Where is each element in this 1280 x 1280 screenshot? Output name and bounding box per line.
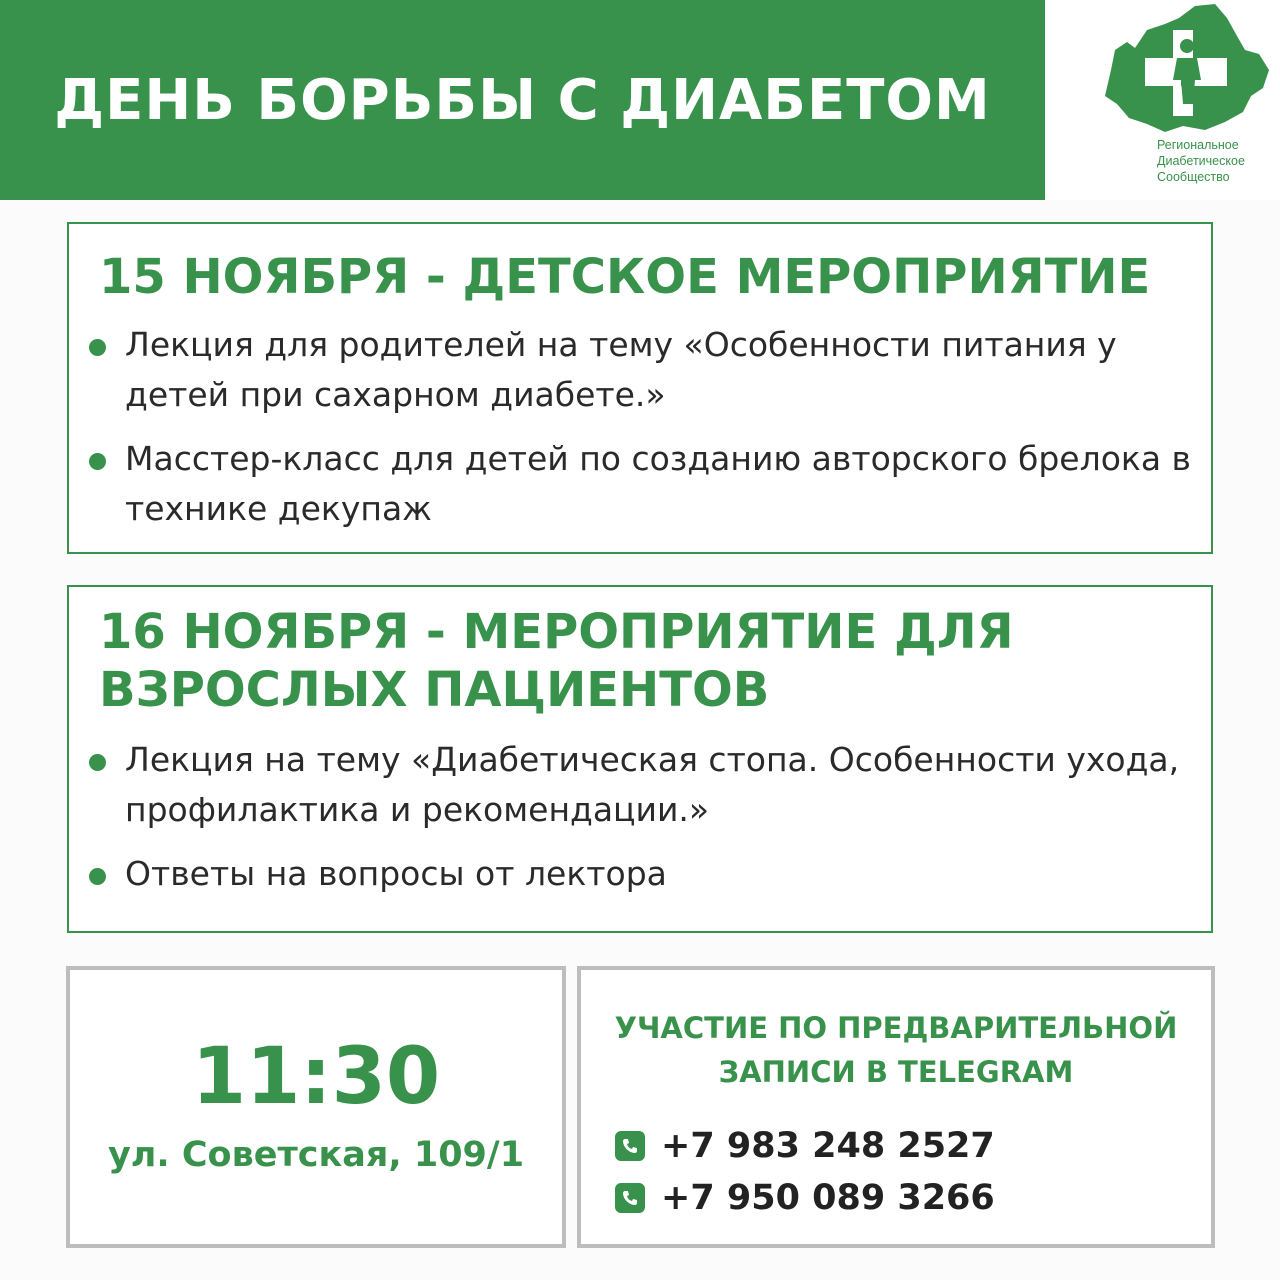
- list-item-text: Лекция для родителей на тему «Особенности питания у детей при сахарном диабете.»: [125, 325, 1117, 414]
- event-title: 16 НОЯБРЯ - МЕРОПРИЯТИЕ ДЛЯ ВЗРОСЛЫХ ПАЦИЕНТОВ: [99, 604, 1014, 718]
- list-item-text: Лекция на тему «Диабетическая стопа. Особенности ухода, профилактика и рекомендации.»: [125, 740, 1180, 829]
- phone-icon: [615, 1183, 645, 1213]
- bullet-dot-icon: [89, 453, 106, 470]
- registration-note: [581, 1006, 1211, 1094]
- header-banner: [0, 0, 1045, 200]
- logo-text: [1157, 137, 1245, 185]
- list-item-text: Масстер-класс для детей по созданию авторского брелока в технике декупаж: [125, 439, 1191, 528]
- phone-contact[interactable]: [615, 1178, 995, 1218]
- event-address: ул. Советская, 109/1: [107, 1135, 525, 1175]
- event-list: [85, 735, 1195, 913]
- logo-map-icon: [1055, 0, 1280, 140]
- event-time: 11:30: [191, 1032, 441, 1122]
- list-item: [85, 735, 1195, 835]
- bullet-dot-icon: [89, 754, 106, 771]
- logo-line-1: Региональное: [1157, 138, 1239, 152]
- phone-contact[interactable]: [615, 1126, 995, 1166]
- list-item: [85, 434, 1195, 534]
- registration-box: [577, 966, 1215, 1248]
- page-title: ДЕНЬ БОРЬБЫ С ДИАБЕТОМ: [54, 67, 991, 133]
- logo-line-2: Диабетическое: [1157, 154, 1245, 168]
- event-list: [85, 320, 1195, 548]
- time-location-box: [66, 966, 566, 1248]
- bullet-dot-icon: [89, 339, 106, 356]
- logo-line-3: Сообщество: [1157, 170, 1230, 184]
- list-item: [85, 320, 1195, 420]
- phone-number[interactable]: +7 950 089 3266: [661, 1178, 995, 1218]
- event-card-children: [67, 222, 1213, 554]
- logo: [1045, 0, 1280, 200]
- event-card-adults: [67, 585, 1213, 933]
- registration-line-2: ЗАПИСИ В TELEGRAM: [718, 1055, 1074, 1089]
- phone-icon: [615, 1131, 645, 1161]
- registration-line-1: УЧАСТИЕ ПО ПРЕДВАРИТЕЛЬНОЙ: [614, 1011, 1178, 1045]
- list-item-text: Ответы на вопросы от лектора: [125, 854, 667, 893]
- list-item: [85, 849, 1195, 899]
- phone-number[interactable]: +7 983 248 2527: [661, 1126, 995, 1166]
- bullet-dot-icon: [89, 868, 106, 885]
- event-title: 15 НОЯБРЯ - ДЕТСКОЕ МЕРОПРИЯТИЕ: [99, 249, 1151, 305]
